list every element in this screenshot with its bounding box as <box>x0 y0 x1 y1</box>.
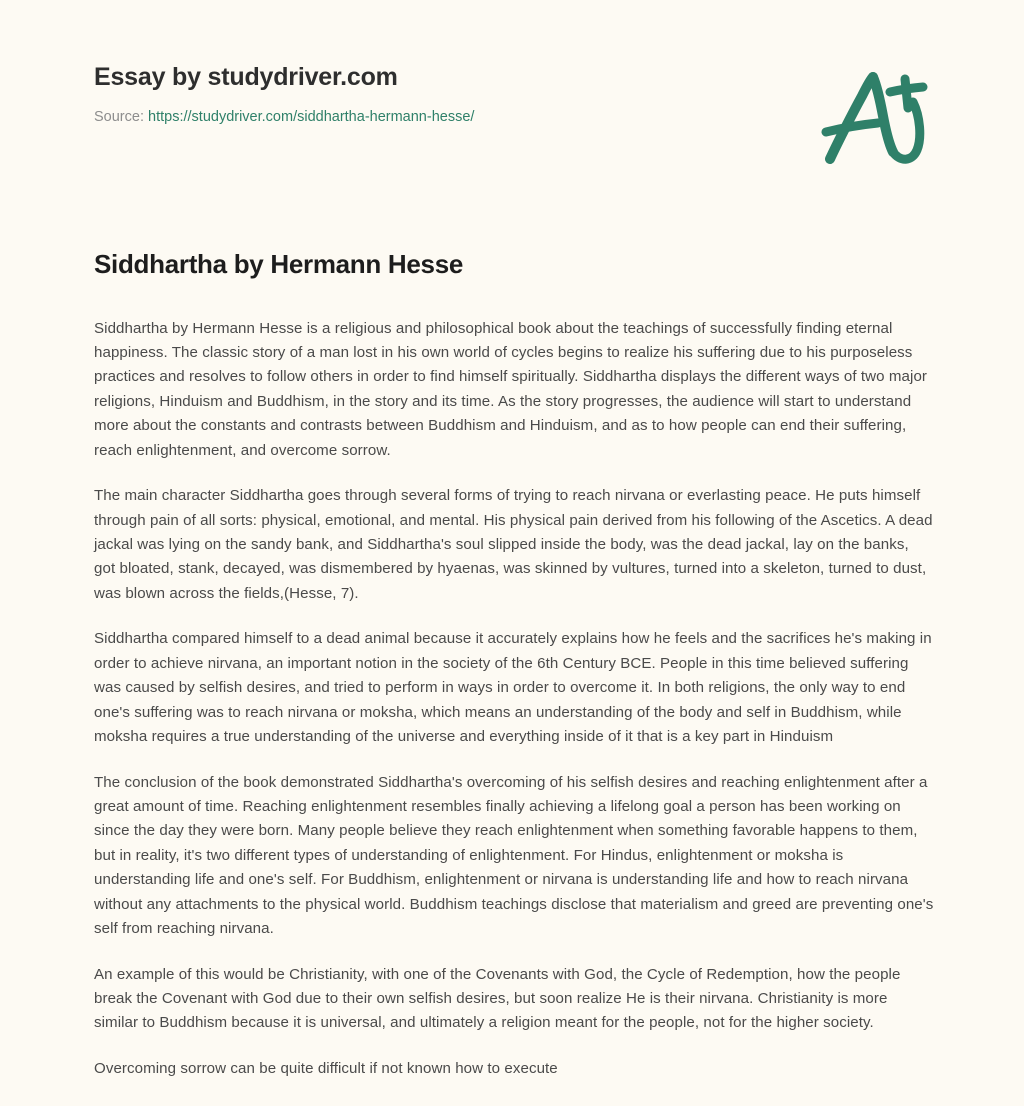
article-paragraph: The conclusion of the book demonstrated Siddhartha's overcoming of his selfish desires and reaching enlightenment after a great amount of time. Reaching enlightenment resembles finally achieving a lifelong goal a person has been working on since the day they were born. Many people believe they reach enlightenment when something favorable happens to them, but in reality, it's two different types of understanding of enlightenment. For Hindus, enlightenment or moksha is understanding life and one's self. For Buddhism, enlightenment or nirvana is understanding life and how to reach nirvana without any attachments to the physical world. Buddhism teachings disclose that materialism and greed are preventing one's self from reaching nirvana. <box>94 773 934 938</box>
page-title: Siddhartha by Hermann Hesse <box>94 249 464 279</box>
article <box>94 248 934 1081</box>
source-line <box>94 108 744 127</box>
header-text-block <box>94 62 744 127</box>
source-label: Source: <box>94 109 144 125</box>
article-body <box>94 317 934 1082</box>
article-paragraph: Siddhartha compared himself to a dead animal because it accurately explains how he feels and the sacrifices he's making in order to achieve nirvana, an important notion in the society of the 6th Century BCE. People in this time believed suffering was caused by selfish desires, and tried to perform in ways in order to overcome it. In both religions, the only way to end one's suffering was to reach nirvana or moksha, which means an understanding of the body and self in Buddhism, while moksha requires a true understanding of the universe and everything inside of it that is a key part in Hinduism <box>94 630 932 746</box>
article-paragraph: An example of this would be Christianity, with one of the Covenants with God, the Cycle of Redemption, how the people break the Covenant with God due to their own selfish desires, but soon realize He is their nirvana. Christianity is more similar to Buddhism because it is universal, and ultimately a religion meant for the people, not for the higher society. <box>94 965 901 1032</box>
source-url-link[interactable]: https://studydriver.com/siddhartha-hermann-hesse/ <box>148 109 475 125</box>
article-paragraph: Siddhartha by Hermann Hesse is a religious and philosophical book about the teachings of successfully finding eternal happiness. The classic story of a man lost in his own world of cycles begins to realize his suffering due to his purposeless practices and resolves to follow others in order to find himself spiritually. Siddhartha displays the different ways of two major religions, Hinduism and Buddhism, in the story and its time. As the story progresses, the audience will start to understand more about the constants and contrasts between Buddhism and Hinduism, and as to how people can end their suffering, reach enlightenment, and overcome sorrow. <box>94 319 928 459</box>
essay-by-heading: Essay by studydriver.com <box>94 63 398 91</box>
page-header <box>0 0 1024 200</box>
article-paragraph: The main character Siddhartha goes through several forms of trying to reach nirvana or everlasting peace. He puts himself through pain of all sorts: physical, emotional, and mental. His physical pain derived from his following of the Ascetics. A dead jackal was lying on the sandy bank, and Siddhartha's soul slipped inside the body, was the dead jackal, lay on the banks, got bloated, stank, decayed, was dismembered by hyaenas, was skinned by vultures, turned into a skeleton, turned to dust, was blown across the fields,(Hesse, 7). <box>94 487 933 602</box>
article-paragraph: Overcoming sorrow can be quite difficult if not known how to execute <box>94 1059 558 1077</box>
a-plus-logo-icon[interactable] <box>806 58 936 176</box>
